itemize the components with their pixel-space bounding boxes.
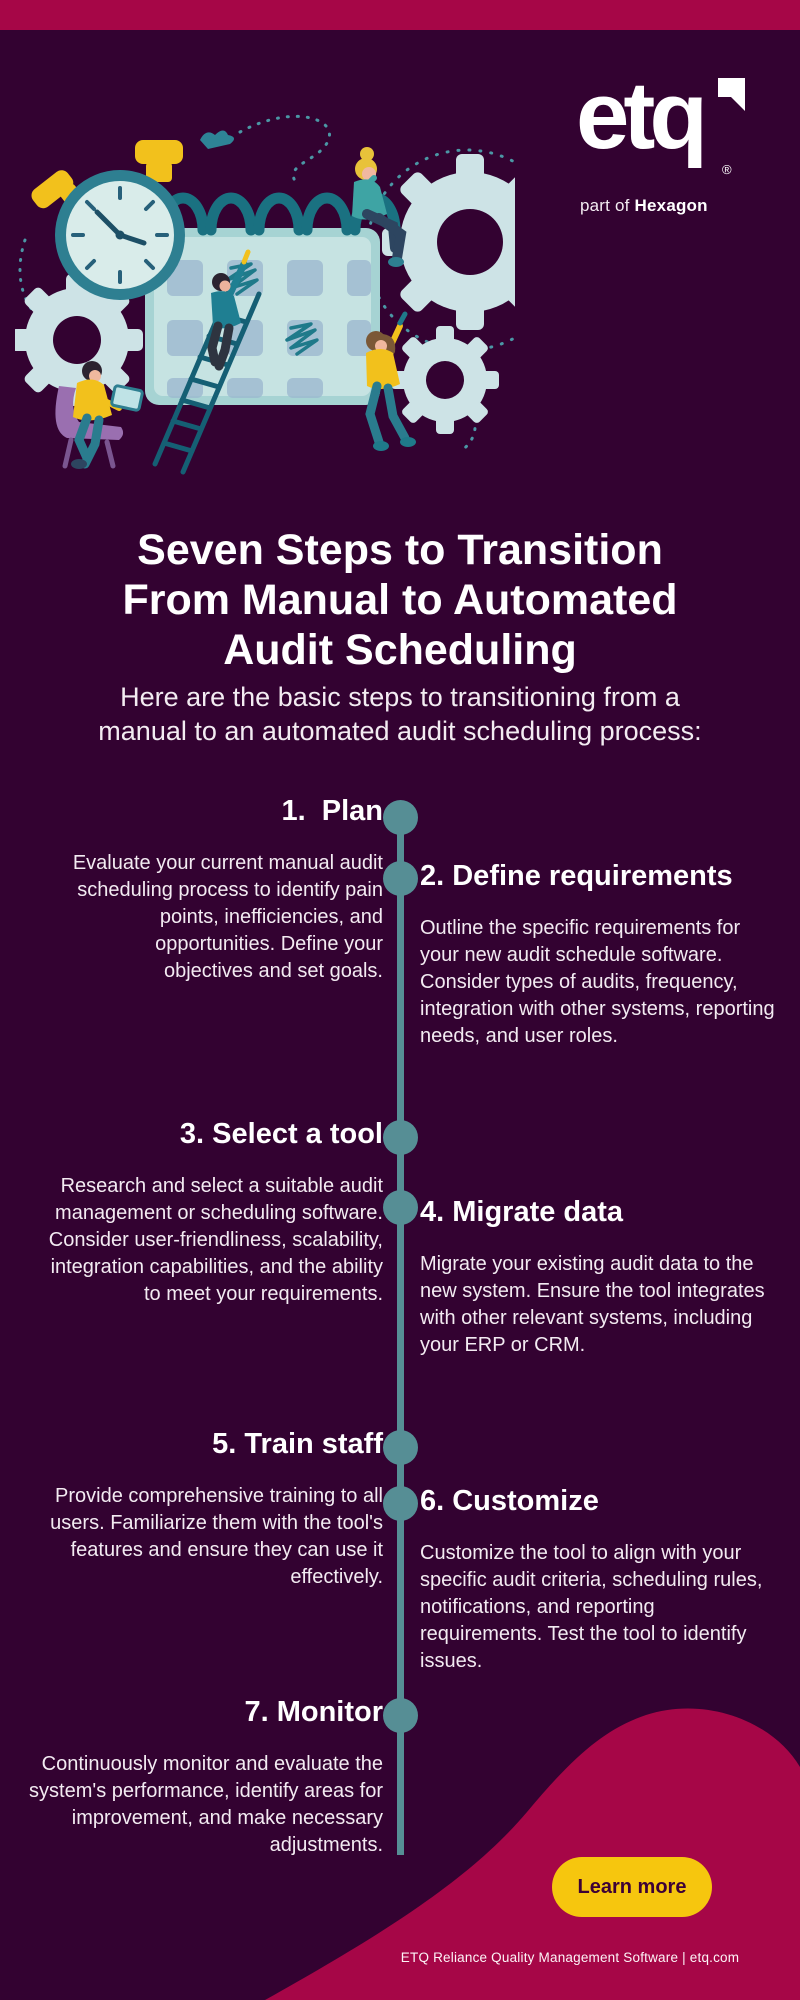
step-heading: 4. Migrate data xyxy=(420,1196,624,1228)
gear-icon xyxy=(391,326,499,434)
step-heading: 7. Monitor xyxy=(244,1696,383,1728)
timeline-dot-1 xyxy=(383,800,418,835)
registered-mark: ® xyxy=(722,162,732,177)
audit-scheduling-illustration xyxy=(15,90,515,485)
page-subtitle: Here are the basic steps to transitioning from a manual to an automated audit scheduling process: xyxy=(98,682,702,747)
tagline-brand: Hexagon xyxy=(634,196,708,215)
timeline-dot-3 xyxy=(383,1120,418,1155)
top-accent-bar xyxy=(0,0,800,30)
logo-tagline xyxy=(580,196,708,216)
learn-more-button[interactable]: Learn more xyxy=(552,1857,712,1917)
step-body: Migrate your existing audit data to the new system. Ensure the tool integrates with other relevant systems, including your ERP or CRM. xyxy=(420,1253,765,1356)
step-body: Outline the specific requirements for your new audit schedule software. Consider types of audits, frequency, integration with other systems, reporting needs, and user roles. xyxy=(420,917,775,1047)
step-heading: 6. Customize xyxy=(420,1485,599,1517)
step-body: Provide comprehensive training to all users. Familiarize them with the tool's features and ensure they can use it effectively. xyxy=(50,1485,383,1588)
step-4-migrate-data xyxy=(420,1196,774,1359)
step-1-plan xyxy=(69,795,383,984)
step-body: Evaluate your current manual audit scheduling process to identify pain points, inefficiencies, and opportunities. Define your objectives and set goals. xyxy=(72,852,383,982)
step-5-train-staff xyxy=(49,1428,383,1591)
step-2-define-requirements xyxy=(420,860,776,1049)
bird-icon xyxy=(200,131,234,150)
timeline-dot-4 xyxy=(383,1190,418,1225)
footer-credit: ETQ Reliance Quality Management Software | etq.com xyxy=(400,1950,740,1965)
timeline-dot-5 xyxy=(383,1430,418,1465)
etq-logo xyxy=(576,60,766,190)
step-body: Continuously monitor and evaluate the system's performance, identify areas for improvement, and make necessary adjustments. xyxy=(29,1753,383,1856)
step-body: Customize the tool to align with your specific audit criteria, scheduling rules, notifications, and reporting requirements. Test the tool to identify issues. xyxy=(420,1542,763,1672)
timeline-dot-6 xyxy=(383,1486,418,1521)
step-3-select-a-tool xyxy=(41,1118,383,1307)
page-title: Seven Steps to Transition From Manual to Automated Audit Scheduling xyxy=(122,525,678,675)
step-body: Research and select a suitable audit management or scheduling software. Consider user-friendliness, scalability, integration capabilities, and the ability to meet your requirements. xyxy=(48,1175,383,1305)
step-heading: 3. Select a tool xyxy=(179,1118,383,1150)
step-heading: 5. Train staff xyxy=(212,1428,383,1460)
tagline-prefix: part of xyxy=(580,196,635,215)
etq-logo-bracket-icon xyxy=(718,78,745,111)
etq-logo-text: etq xyxy=(576,62,702,169)
timeline-dot-2 xyxy=(383,861,418,896)
step-heading: 1. Plan xyxy=(281,795,383,827)
step-7-monitor xyxy=(29,1696,383,1859)
dashed-swirl-decoration xyxy=(240,116,329,184)
timeline-dot-7 xyxy=(383,1698,418,1733)
step-heading: 2. Define requirements xyxy=(420,860,733,892)
stopwatch-icon xyxy=(28,140,185,300)
step-6-customize xyxy=(420,1485,774,1674)
